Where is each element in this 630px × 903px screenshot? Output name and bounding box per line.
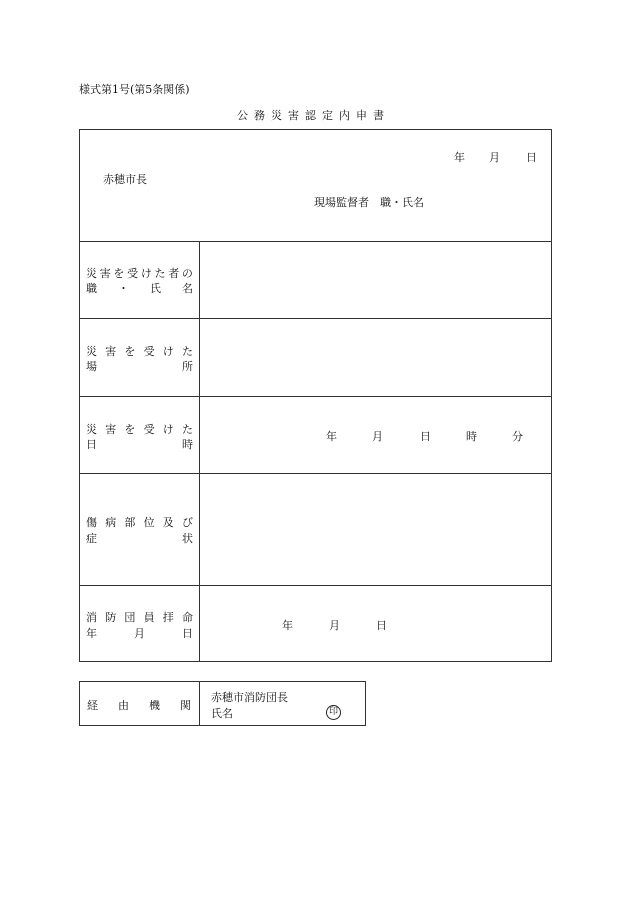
form-number: 様式第1号(第5条関係) xyxy=(79,83,190,96)
person-label-line1: 災 害 を 受 け た 者 の xyxy=(86,267,193,280)
header-month-unit: 月 xyxy=(489,151,500,164)
appointment-label-line2: 年 月 日 xyxy=(86,627,193,640)
datetime-hour-unit: 時 xyxy=(466,430,477,443)
main-form-table xyxy=(79,129,552,662)
datetime-month-unit: 月 xyxy=(372,430,383,443)
datetime-label-line2: 日 時 xyxy=(86,438,193,451)
injury-label-line1: 傷 病 部 位 及 び xyxy=(86,516,193,529)
seal-icon: 印 xyxy=(326,705,341,720)
datetime-label-line1: 災 害 を 受 け た xyxy=(86,423,193,436)
header-year-unit: 年 xyxy=(454,151,465,164)
appointment-year-unit: 年 xyxy=(282,619,293,632)
row-divider xyxy=(80,396,551,397)
appointment-label-line1: 消 防 団 員 拝 命 xyxy=(86,611,193,624)
addressee: 赤穂市長 xyxy=(103,173,147,186)
header-day-unit: 日 xyxy=(526,151,537,164)
route-authority: 赤穂市消防団長 xyxy=(211,691,288,704)
place-value-field[interactable] xyxy=(200,319,552,396)
injury-value-field[interactable] xyxy=(200,474,552,585)
injury-label-line2: 症 状 xyxy=(86,532,193,545)
row-divider xyxy=(80,585,551,586)
place-label-line1: 災 害 を 受 け た xyxy=(86,345,193,358)
place-label-line2: 場 所 xyxy=(86,360,193,373)
column-divider xyxy=(199,682,200,725)
appointment-month-unit: 月 xyxy=(329,619,340,632)
person-label-line2: 職 ・ 氏 名 xyxy=(86,282,193,295)
datetime-minute-unit: 分 xyxy=(512,430,523,443)
route-table xyxy=(79,681,366,726)
appointment-day-unit: 日 xyxy=(376,619,387,632)
supervisor-name-label: 現場監督者 職・氏名 xyxy=(314,196,424,209)
route-name-label: 氏名 xyxy=(211,707,233,720)
route-label: 経 由 機 関 xyxy=(87,699,191,712)
person-value-field[interactable] xyxy=(200,242,552,318)
document-title: 公務災害認定内申書 xyxy=(237,109,390,122)
datetime-day-unit: 日 xyxy=(420,430,431,443)
datetime-year-unit: 年 xyxy=(326,430,337,443)
